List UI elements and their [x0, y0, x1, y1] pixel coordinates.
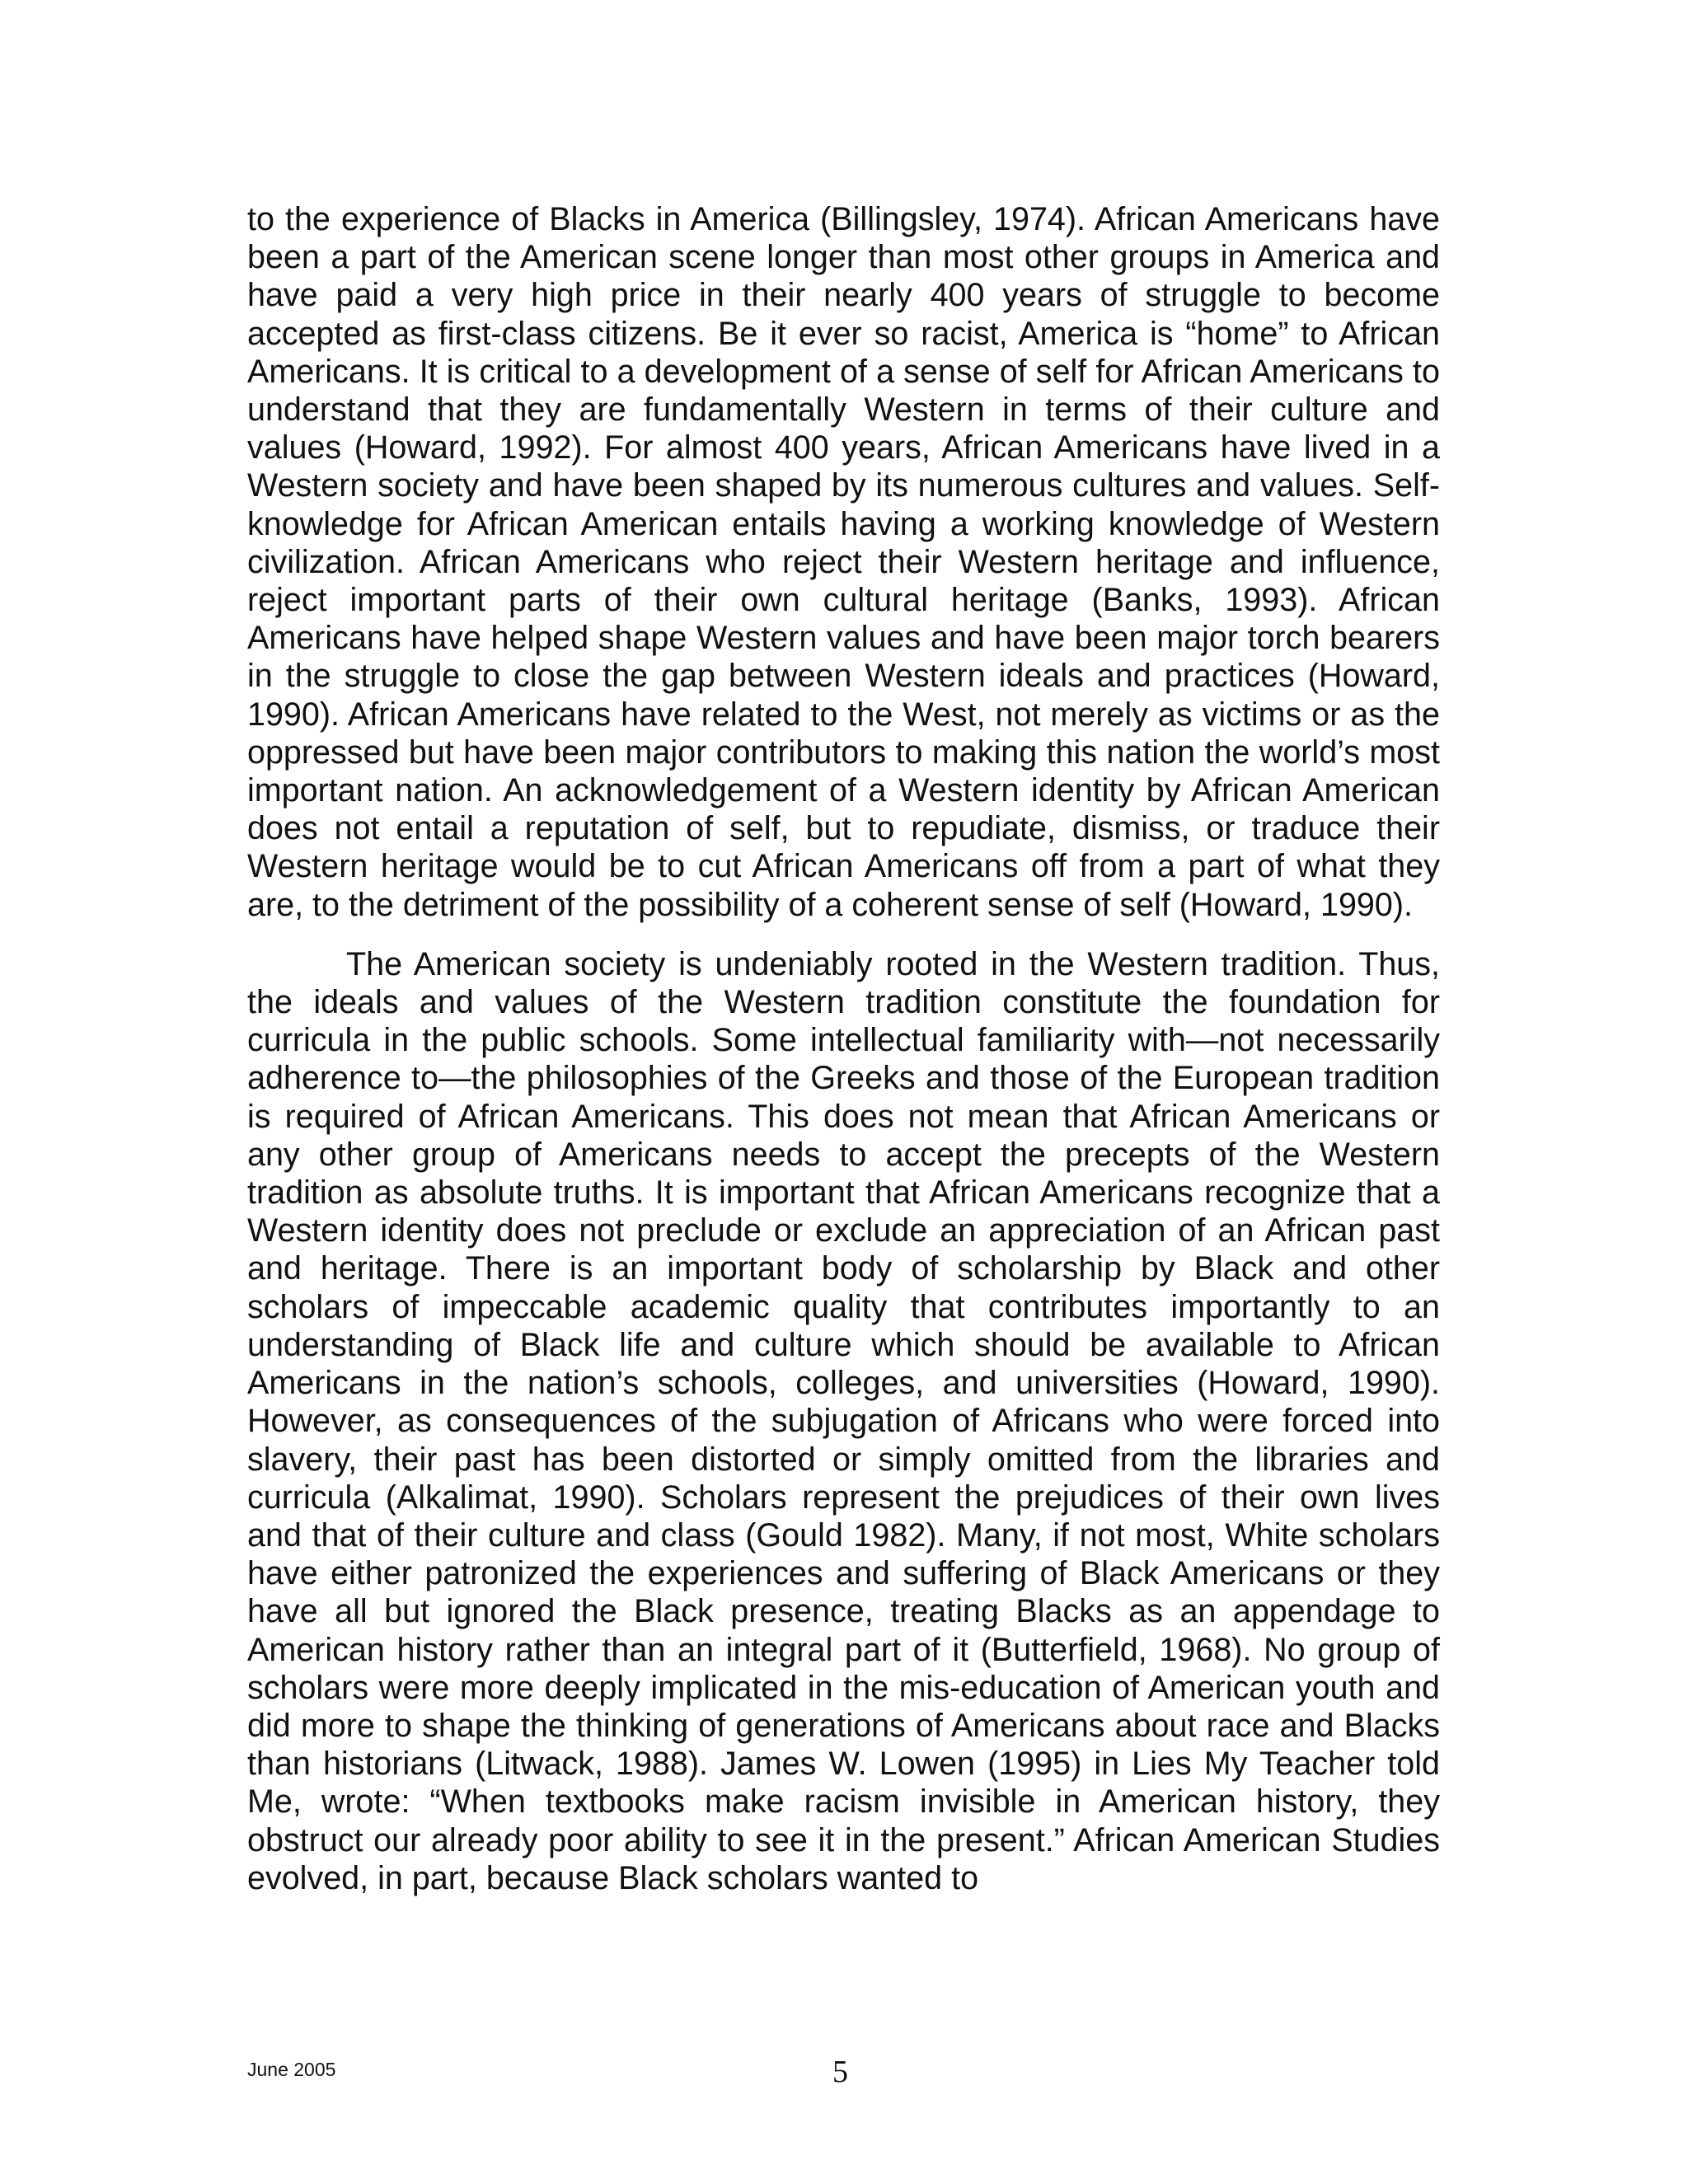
paragraph-1: to the experience of Blacks in America (Billingsley, 1974). African Americans have been a part of the American scene longer than most other groups in America and have paid a very high price in their nearly 400 years of struggle to become accepted as first-class citizens. Be it ever so racist, America is “home” to African Americans. It is critical to a development of a sense of self for African Americans to understand that they are fundamentally Western in terms of their culture and values (Howard, 1992). For almost 400 years, African Americans have lived in a Western society and have been shaped by its numerous cultures and values. Self-knowledge for African American entails having a working knowledge of Western civilization. African Americans who reject their Western heritage and influence, reject important parts of their own cultural heritage (Banks, 1993). African Americans have helped shape Western values and have been major torch bearers in the struggle to close the gap between Western ideals and practices (Howard, 1990). African Americans have related to the West, not merely as victims or as the oppressed but have been major contributors to making this nation the world’s most important nation. An acknowledgement of a Western identity by African American does not entail a reputation of self, but to repudiate, dismiss, or traduce their Western heritage would be to cut African Americans off from a part of what they are, to the detriment of the possibility of a coherent sense of self (Howard, 1990).: [247, 201, 1440, 923]
page-number: 5: [832, 2055, 848, 2089]
body-text: [247, 200, 1440, 1897]
footer-date: June 2005: [247, 2059, 336, 2080]
paragraph-2: The American society is undeniably rooted in the Western tradition. Thus, the ideals and values of the Western tradition constitute the foundation for curricula in the public schools. Some intellectual familiarity with—not necessarily adherence to—the philosophies of the Greeks and those of the European tradition is required of African Americans. This does not mean that African Americans or any other group of Americans needs to accept the precepts of the Western tradition as absolute truths. It is important that African Americans recognize that a Western identity does not preclude or exclude an appreciation of an African past and heritage. There is an important body of scholarship by Black and other scholars of impeccable academic quality that contributes importantly to an understanding of Black life and culture which should be available to African Americans in the nation’s schools, colleges, and universities (Howard, 1990). However, as consequences of the subjugation of Africans who were forced into slavery, their past has been distorted or simply omitted from the libraries and curricula (Alkalimat, 1990). Scholars represent the prejudices of their own lives and that of their culture and class (Gould 1982). Many, if not most, White scholars have either patronized the experiences and suffering of Black Americans or they have all but ignored the Black presence, treating Blacks as an appendage to American history rather than an integral part of it (Butterfield, 1968). No group of scholars were more deeply implicated in the mis-education of American youth and did more to shape the thinking of generations of Americans about race and Blacks than historians (Litwack, 1988). James W. Lowen (1995) in Lies My Teacher told Me, wrote: “When textbooks make racism invisible in American history, they obstruct our already poor ability to see it in the present.” African American Studies evolved, in part, because Black scholars wanted to: [247, 945, 1440, 1896]
